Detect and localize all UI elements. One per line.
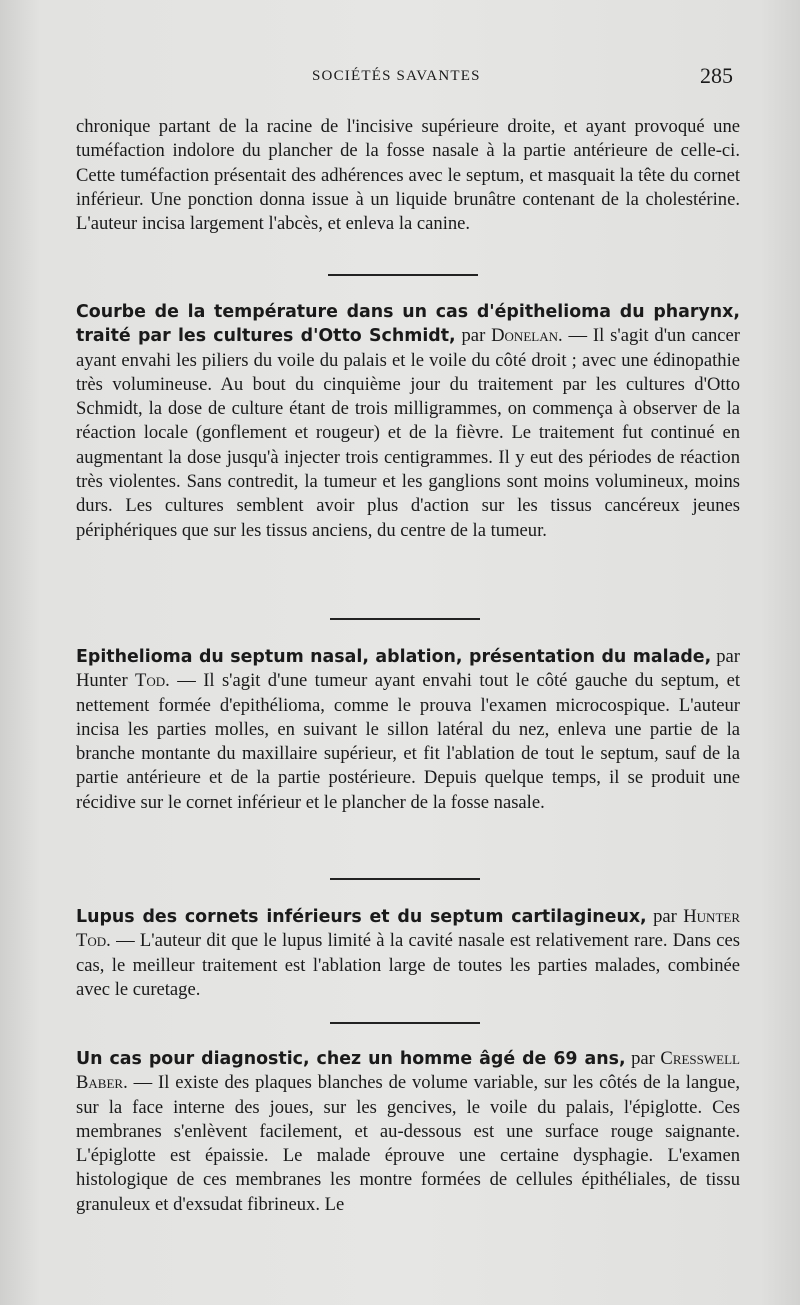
paragraph-text — [76, 300, 740, 543]
paragraph-body: chronique partant de la racine de l'incisive supérieure droite, et ayant provoqué une tuméfaction indolore du plancher de la fosse nasale à la partie antérieure de celle-ci. Cette tuméfaction présentait des adhérences avec le septum, et masquait la tête du cornet inférieur. Une ponction donna issue à un liquide brunâtre contenant de la cholestérine. L'auteur incisa largement l'abcès, et enleva la canine. — [76, 116, 740, 235]
author-name: Tod. — [135, 670, 170, 692]
paragraph-text — [76, 115, 740, 236]
section-tod-lupus — [76, 905, 740, 1002]
paragraph-body: — L'auteur dit que le lupus limité à la cavité nasale est relativement rare. Dans ces cas, le meilleur traitement est l'ablation large de toutes les parties malades, combinée avec le curetage. — [76, 930, 740, 1000]
paragraph-text — [76, 905, 740, 1002]
section-tod-septum — [76, 645, 740, 815]
section-title: Courbe de la température dans un cas d'épithelioma du pharynx, traité par les cultures d'Otto Schmidt, — [76, 302, 740, 347]
author-prefix: par — [625, 1048, 661, 1069]
running-title: SOCIÉTÉS SAVANTES — [312, 68, 481, 84]
section-title: Lupus des cornets inférieurs et du septum cartilagineux, — [76, 907, 647, 927]
section-continuation — [76, 115, 740, 236]
section-title: Epithelioma du septum nasal, ablation, présentation du malade, — [76, 647, 712, 667]
page-number: 285 — [700, 63, 733, 88]
section-baber — [76, 1047, 740, 1217]
section-divider — [330, 618, 480, 620]
paragraph-body: — Il s'agit d'un cancer ayant envahi les piliers du voile du palais et le voile du côté droit ; avec une édinopathie très volumineuse. Au bout du cinquième jour du traitement par les cultures d'Otto Schmidt, la dose de culture étant de trois milligrammes, on commença à observer de la réaction locale (gonflement et rougeur) et de la fièvre. Le traitement fut continué en augmentant la dose jusqu'à injecter trois centigrammes. Il y eut des périodes de réaction très violentes. Sans contredit, la tumeur et les ganglions sont moins volumineux, moins durs. Les cultures semblent avoir plus d'action sur les tissus cancéreux jeunes périphériques que sur les tissus anciens, du centre de la tumeur. — [76, 325, 740, 541]
author-prefix: par — [455, 325, 492, 347]
paragraph-body: — Il s'agit d'une tumeur ayant envahi tout le côté gauche du septum, et nettement formée d'epithélioma, comme le prouva l'examen microcospique. L'auteur incisa les parties molles, en suivant le sillon latéral du nez, enleva une partie de la branche montante du maxillaire supérieur, et fit l'ablation de tout le septum, sauf de la partie antérieure et de la partie postérieure. Depuis quelque temps, il se produit une récidive sur le cornet inférieur et le plancher de la fosse nasale. — [76, 670, 741, 813]
section-donelan — [76, 300, 740, 543]
author-name: Cresswell Baber. — [76, 1048, 740, 1094]
paragraph-body: — Il existe des plaques blanches de volume variable, sur les côtés de la langue, sur la face interne des joues, sur les gencives, le voile du palais, l'épiglotte. Ces membranes s'enlèvent facilement, et au-dessous est une surface rouge saignante. L'épiglotte est épaissie. Le malade éprouve une certaine dysphagie. L'examen histologique de ces membranes les montre formées de cellules épithéliales, de tissu granuleux et d'exsudat fibrineux. Le — [76, 1072, 740, 1215]
paragraph-text — [76, 645, 740, 815]
author-name: Donelan. — [491, 325, 563, 347]
author-prefix: par — [646, 906, 684, 927]
section-divider — [330, 1022, 480, 1024]
paragraph-text — [76, 1047, 740, 1217]
page-header — [0, 63, 800, 90]
section-divider — [330, 878, 480, 880]
section-divider — [328, 274, 478, 276]
section-title: Un cas pour diagnostic, chez un homme âgé de 69 ans, — [76, 1049, 626, 1069]
author-prefix: par Hunter — [76, 646, 741, 692]
author-name: Hunter Tod. — [76, 906, 740, 952]
